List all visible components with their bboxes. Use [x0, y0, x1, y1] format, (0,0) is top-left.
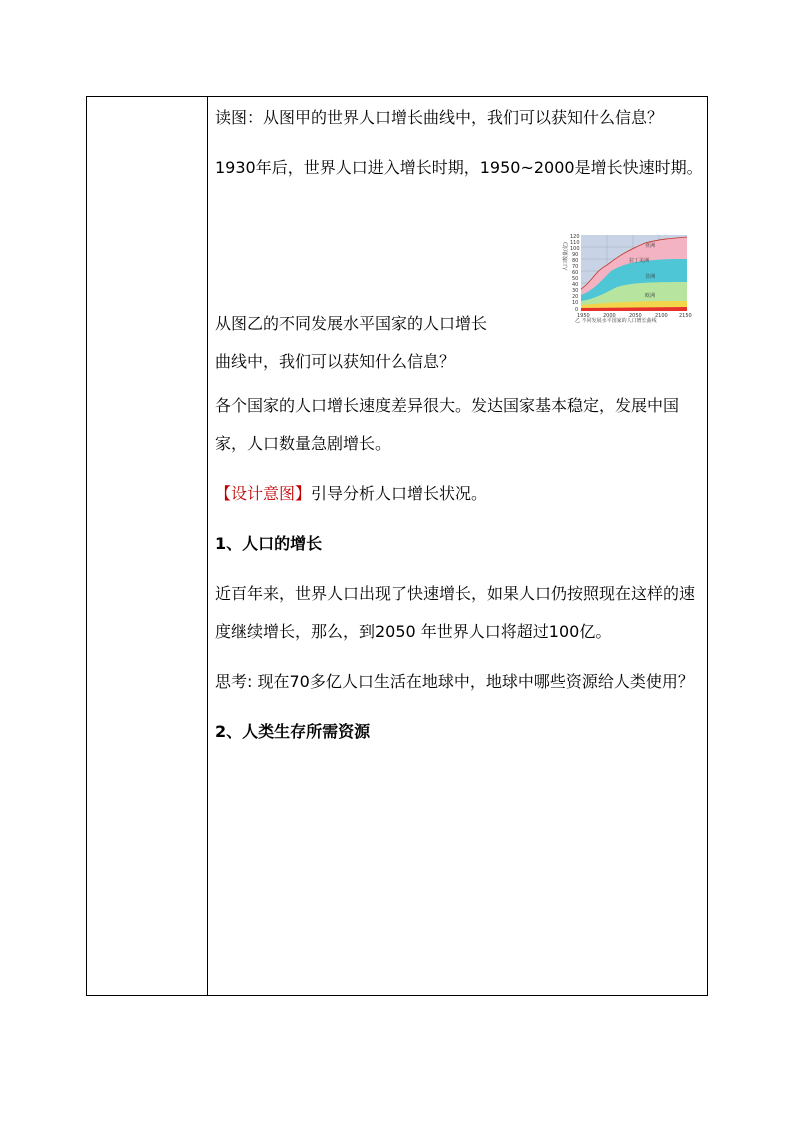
svg-text:40: 40 — [572, 282, 579, 288]
band-label-asia: 亚洲 — [645, 243, 656, 249]
svg-text:10: 10 — [572, 300, 579, 306]
svg-text:110: 110 — [570, 240, 580, 246]
band-label-latam: 拉丁美洲 — [629, 258, 650, 264]
design-intent — [215, 475, 703, 513]
svg-text:1950: 1950 — [577, 313, 590, 319]
svg-text:120: 120 — [570, 234, 580, 240]
y-axis-label: 人口数量(亿) — [563, 242, 569, 271]
heading-resources: 2、人类生存所需资源 — [215, 722, 371, 741]
svg-text:20: 20 — [572, 294, 579, 300]
svg-text:2050: 2050 — [629, 313, 642, 319]
svg-text:2100: 2100 — [655, 313, 668, 319]
svg-text:80: 80 — [572, 258, 579, 264]
y-ticks — [570, 234, 580, 313]
figure-caption: 乙 不同发展水平国家的人口增长曲线 — [575, 318, 657, 324]
design-intent-text: 引导分析人口增长状况。 — [311, 484, 488, 503]
band-label-europe: 欧洲 — [645, 293, 656, 299]
design-intent-tag: 【设计意图】 — [215, 484, 312, 503]
svg-text:50: 50 — [572, 276, 579, 282]
paragraph-answer-2: 各个国家的人口增长速度差异很大。发达国家基本稳定，发展中国家，人口数量急剧增长。 — [215, 396, 680, 453]
svg-text:30: 30 — [572, 288, 579, 294]
figure-row — [215, 234, 703, 381]
lesson-table — [86, 96, 708, 996]
svg-text:2000: 2000 — [603, 313, 616, 319]
paragraph-question-2a: 从图乙的不同发展水平国家的人口增长 — [215, 314, 488, 333]
svg-text:0: 0 — [575, 307, 579, 313]
svg-text:100: 100 — [570, 246, 580, 252]
column-divider — [207, 97, 208, 995]
band-label-africa: 非洲 — [645, 274, 656, 280]
svg-text:60: 60 — [572, 270, 579, 276]
svg-text:90: 90 — [572, 252, 579, 258]
paragraph-think: 思考: 现在70多亿人口生活在地球中，地球中哪些资源给人类使用？ — [215, 672, 694, 691]
paragraph-question-2b: 曲线中，我们可以获知什么信息？ — [215, 352, 456, 371]
svg-text:70: 70 — [572, 264, 579, 270]
paragraph-read-chart: 读图：从图甲的世界人口增长曲线中，我们可以获知什么信息？ — [215, 108, 664, 127]
population-growth-figure — [565, 231, 693, 323]
content-cell — [215, 97, 703, 751]
paragraph-population-fact: 近百年来，世界人口出现了快速增长，如果人口仍按照现在这样的速度继续增长，那么，到2050 年世界人口将超过100亿。 — [215, 584, 696, 641]
svg-text:2150: 2150 — [679, 313, 692, 319]
heading-population-growth: 1、人口的增长 — [215, 534, 323, 553]
paragraph-answer-1: 1930年后，世界人口进入增长时期，1950~2000是增长快速时期。 — [215, 158, 703, 177]
